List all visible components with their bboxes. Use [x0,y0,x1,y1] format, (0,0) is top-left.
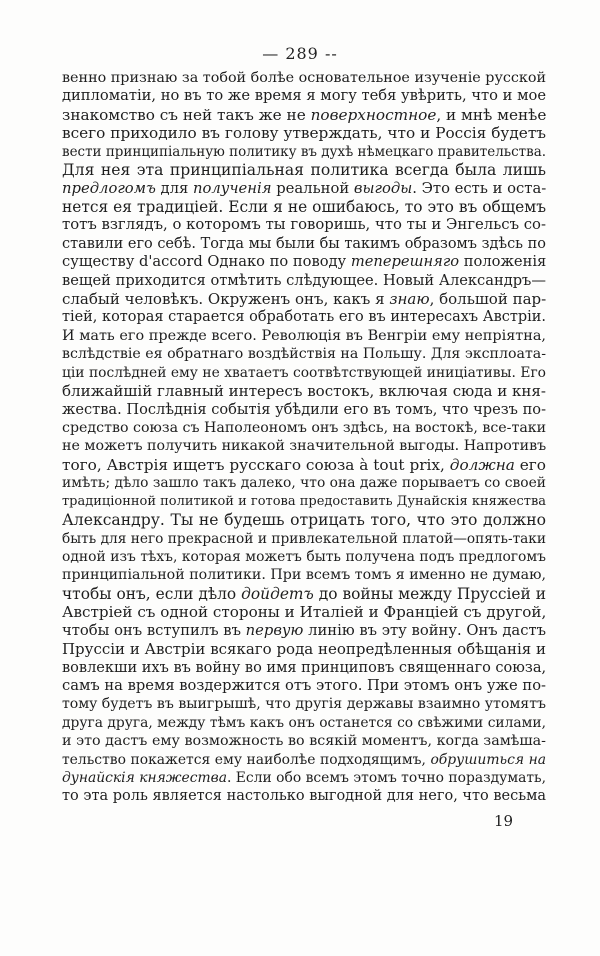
text-segment: быть для него прекрасной и привлекательной платой—опять-таки [62,530,546,547]
text-segment: друга друга, между тѣмъ какъ онъ останется со свѣжими силами, [62,714,546,731]
text-segment: линію въ эту войну. Онъ дастъ [303,621,546,639]
text-segment: нется ея традиціей. Если я не ошибаюсь, то это въ общемъ [62,197,546,216]
text-segment: того, Австрія ищетъ русскаго союза à tout prix, [62,455,450,474]
text-line [62,327,546,345]
text-line [62,530,546,548]
text-line [62,216,546,234]
text-segment: существу d'accord Однако по поводу [62,253,351,271]
text-segment: не можетъ получить никакой значительной выгоды. Напротивъ [62,438,546,455]
text-segment: имѣть; дѣло зашло такъ далеко, что она даже порываетъ со своей [62,475,546,492]
text-segment: вещей приходится отмѣтить слѣдующее. Новый Александръ— [62,271,546,289]
text-line [62,493,546,511]
text-line [62,419,546,437]
text-segment: вовлекши ихъ въ войну во имя принциповъ священнаго союза, [62,659,546,676]
text-line [62,253,546,271]
text-line [62,437,546,455]
italic-segment: первую [245,621,304,639]
text-line [62,106,546,124]
italic-segment: поверхностное [310,105,437,124]
text-line [62,787,546,805]
text-segment: венно признаю за тобой болѣе основательное изученіе русской [62,70,546,86]
text-segment: томy будетъ въ выигрышѣ, что другія державы взаимно утомятъ [62,696,546,713]
text-segment: , большой пар- [429,290,546,309]
text-line [62,290,546,308]
text-line [62,345,546,363]
text-segment: тіей, которая старается обработать его въ интересахъ Австріи. [62,309,546,326]
text-line [62,124,546,142]
text-segment: реальной [271,179,354,197]
italic-segment: выгоды [353,179,413,197]
text-segment: всего приходило въ голову утверждать, что и Россія будетъ [62,124,546,143]
italic-segment: полученія [192,179,272,197]
text-line [62,198,546,216]
text-line [62,474,546,492]
text-segment: , и мнѣ менѣе [436,105,546,124]
text-segment: средство союза съ Наполеономъ онъ здѣсь, на востокѣ, все-таки [62,420,546,437]
text-segment: чтобы онъ, если дѣло [62,584,242,603]
text-line [62,180,546,198]
text-segment: Пруссіи и Австріи всякаго рода неопредѣленныя обѣщанія и [62,640,546,659]
text-segment: ставили его себѣ. Тогда мы были бы такимъ образомъ здѣсь по [62,235,546,252]
text-line [62,143,546,161]
text-line [62,382,546,400]
text-segment: Для нея эта принципіальная политика всегда была лишь [62,161,546,180]
text-line [62,364,546,382]
signature-mark: 19 [494,812,514,830]
text-segment: . Если обо всемъ этомъ точно пораздумать, [226,770,546,787]
text-line [62,585,546,603]
text-segment: то эта роль является настолько выгодной для него, что весьма [62,788,546,805]
text-segment: и это дастъ ему возможность во всякій моментъ, когда замѣша- [62,733,546,750]
text-line [62,659,546,677]
italic-segment: знаю [389,290,430,309]
text-line [62,732,546,750]
text-segment: принципіальной политики. При всемъ томъ я именно не думаю, [62,567,546,584]
text-line [62,87,546,105]
italic-segment: предлогомъ [62,179,156,197]
text-line [62,603,546,621]
text-segment: тельство покажется ему наиболѣе подходящимъ, [62,751,431,768]
text-segment: Александру. Ты не будешь отрицать того, что это должно [62,511,546,530]
text-segment: его [514,455,546,474]
text-line [62,695,546,713]
text-segment: слабый человѣкъ. Окруженъ онъ, какъ я [62,290,390,309]
text-segment: тотъ взглядъ, о которомъ ты говоришь, что ты и Энгельсъ со- [62,216,546,234]
italic-segment: должна [449,455,515,474]
text-segment: И мать его прежде всего. Революція въ Венгріи ему непріятна, [62,327,546,344]
text-segment: . Это есть и оста- [412,179,546,197]
text-line [62,566,546,584]
italic-segment: теперешняго [350,253,460,271]
text-line [62,456,546,474]
body-text [62,69,546,806]
text-segment: дипломатіи, но въ то же время я могу тебя увѣрить, что и мое [62,87,546,105]
text-line [62,640,546,658]
text-line [62,751,546,769]
text-line [62,272,546,290]
italic-segment: дунайскія княжества [62,770,227,787]
text-segment: одной изъ тѣхъ, которая можетъ быть получена подъ предлогомъ [62,548,546,565]
text-line [62,511,546,529]
text-segment: вслѣдствіе ея обратнаго воздѣйствія на Польшу. Для эксплоата- [62,346,546,363]
text-line [62,677,546,695]
text-segment: ціи послѣдней ему не хватаетъ соотвѣтствующей иниціативы. Его [62,364,546,381]
text-line [62,714,546,732]
text-segment: традиціонной политикой и готова предоставить Дунайскія княжества [62,493,546,509]
text-segment: положенія [459,253,546,271]
text-segment: жества. Послѣднія событія убѣдили его въ томъ, что чрезъ по- [62,400,546,418]
page-number: — 289 -- [262,44,338,63]
text-segment: до войны между Пруссіей и [313,584,546,603]
text-line [62,308,546,326]
text-segment: знакомство съ ней такъ же не [62,105,311,124]
italic-segment: обрушиться на [430,751,546,768]
text-segment: Австріей съ одной стороны и Италіей и Франціей съ другой, [62,603,546,622]
text-segment: ближайшій главный интересъ востокъ, включая сюда и кня- [62,382,546,401]
text-segment: самъ на время воздержится отъ этого. При этомъ онъ уже по- [62,676,546,694]
text-line [62,401,546,419]
text-segment: для [155,179,193,197]
text-line [62,548,546,566]
text-segment: чтобы онъ вступилъ въ [62,621,246,639]
text-line [62,769,546,787]
text-line [62,69,546,87]
italic-segment: дойдетъ [241,584,314,603]
text-line [62,622,546,640]
text-line [62,235,546,253]
text-segment: вести принципіальную политику въ духѣ нѣмецкаго правительства. [62,143,546,160]
text-line [62,161,546,179]
